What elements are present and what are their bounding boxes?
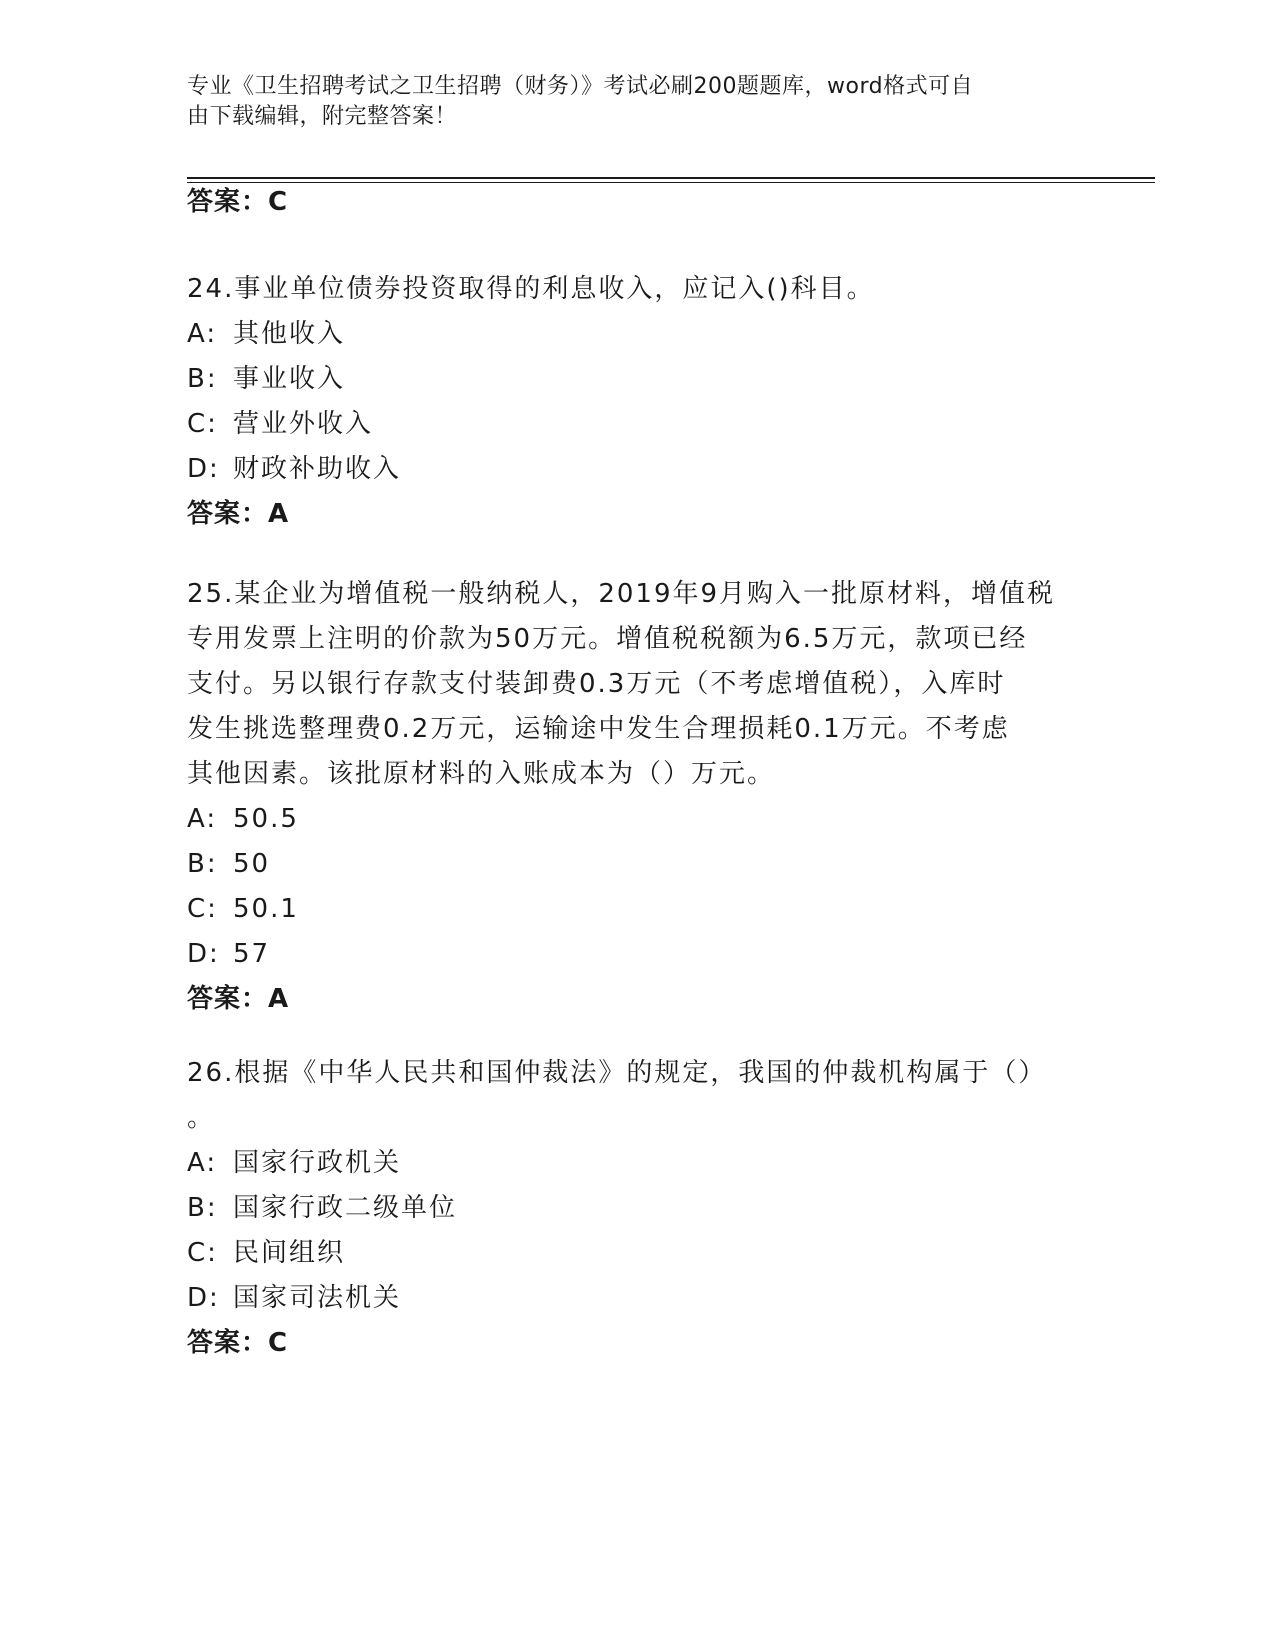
option-text: 国家行政机关 [233,1148,402,1178]
option-text: 国家行政二级单位 [233,1193,458,1223]
answer: 答案：A [187,984,290,1014]
option-letter: B: [187,364,218,394]
header-line-1: 专业《卫生招聘考试之卫生招聘（财务）》考试必刷200题题库，word格式可自 [187,74,974,99]
option-d [187,932,1087,977]
header-divider-thick [187,177,1155,179]
option-letter: A: [187,1148,218,1178]
option-letter: D: [187,454,220,484]
stem-line: 发生挑选整理费0.2万元，运输途中发生合理损耗0.1万元。不考虑 [187,714,1010,744]
option-a [187,1141,1087,1186]
answer: 答案：C [187,1328,289,1358]
option-text: 50.5 [233,804,299,834]
stem-line: 。 [187,1103,216,1133]
question-25 [187,572,1087,1021]
option-text: 财政补助收入 [233,454,402,484]
document-header [187,72,1067,132]
question-stem [187,572,1077,797]
option-text: 民间组织 [233,1238,346,1268]
stem-line: 26.根据《中华人民共和国仲裁法》的规定，我国的仲裁机构属于（） [187,1058,1047,1088]
option-a [187,797,1087,842]
option-letter: C: [187,1238,218,1268]
option-text: 国家司法机关 [233,1283,402,1313]
option-c [187,402,1087,447]
option-c [187,1231,1087,1276]
question-26 [187,1051,1087,1365]
option-letter: B: [187,1193,218,1223]
option-letter: A: [187,804,218,834]
option-text: 57 [233,939,271,969]
option-letter: C: [187,409,218,439]
question-24 [187,267,1087,536]
option-b [187,357,1087,402]
option-text: 50 [233,849,271,879]
stem-line: 专用发票上注明的价款为50万元。增值税税额为6.5万元，款项已经 [187,624,1028,654]
stem-line: 24.事业单位债券投资取得的利息收入，应记入()科目。 [187,274,875,304]
option-c [187,887,1087,932]
option-d [187,447,1087,492]
stem-line: 25.某企业为增值税一般纳税人，2019年9月购入一批原材料，增值税 [187,579,1056,609]
option-letter: A: [187,319,218,349]
option-text: 营业外收入 [233,409,374,439]
stem-line: 支付。另以银行存款支付装卸费0.3万元（不考虑增值税），入库时 [187,669,1006,699]
option-letter: B: [187,849,218,879]
option-letter: C: [187,894,218,924]
question-stem [187,1051,1077,1141]
option-d [187,1276,1087,1321]
option-a [187,312,1087,357]
question-stem [187,267,1077,312]
option-b [187,842,1087,887]
option-text: 事业收入 [233,364,346,394]
answer: 答案：A [187,499,290,529]
header-line-2: 由下载编辑，附完整答案！ [187,104,458,129]
previous-answer: 答案：C [187,187,289,217]
option-text: 50.1 [233,894,299,924]
option-letter: D: [187,1283,220,1313]
option-text: 其他收入 [233,319,346,349]
option-letter: D: [187,939,220,969]
stem-line: 其他因素。该批原材料的入账成本为（）万元。 [187,759,776,789]
option-b [187,1186,1087,1231]
